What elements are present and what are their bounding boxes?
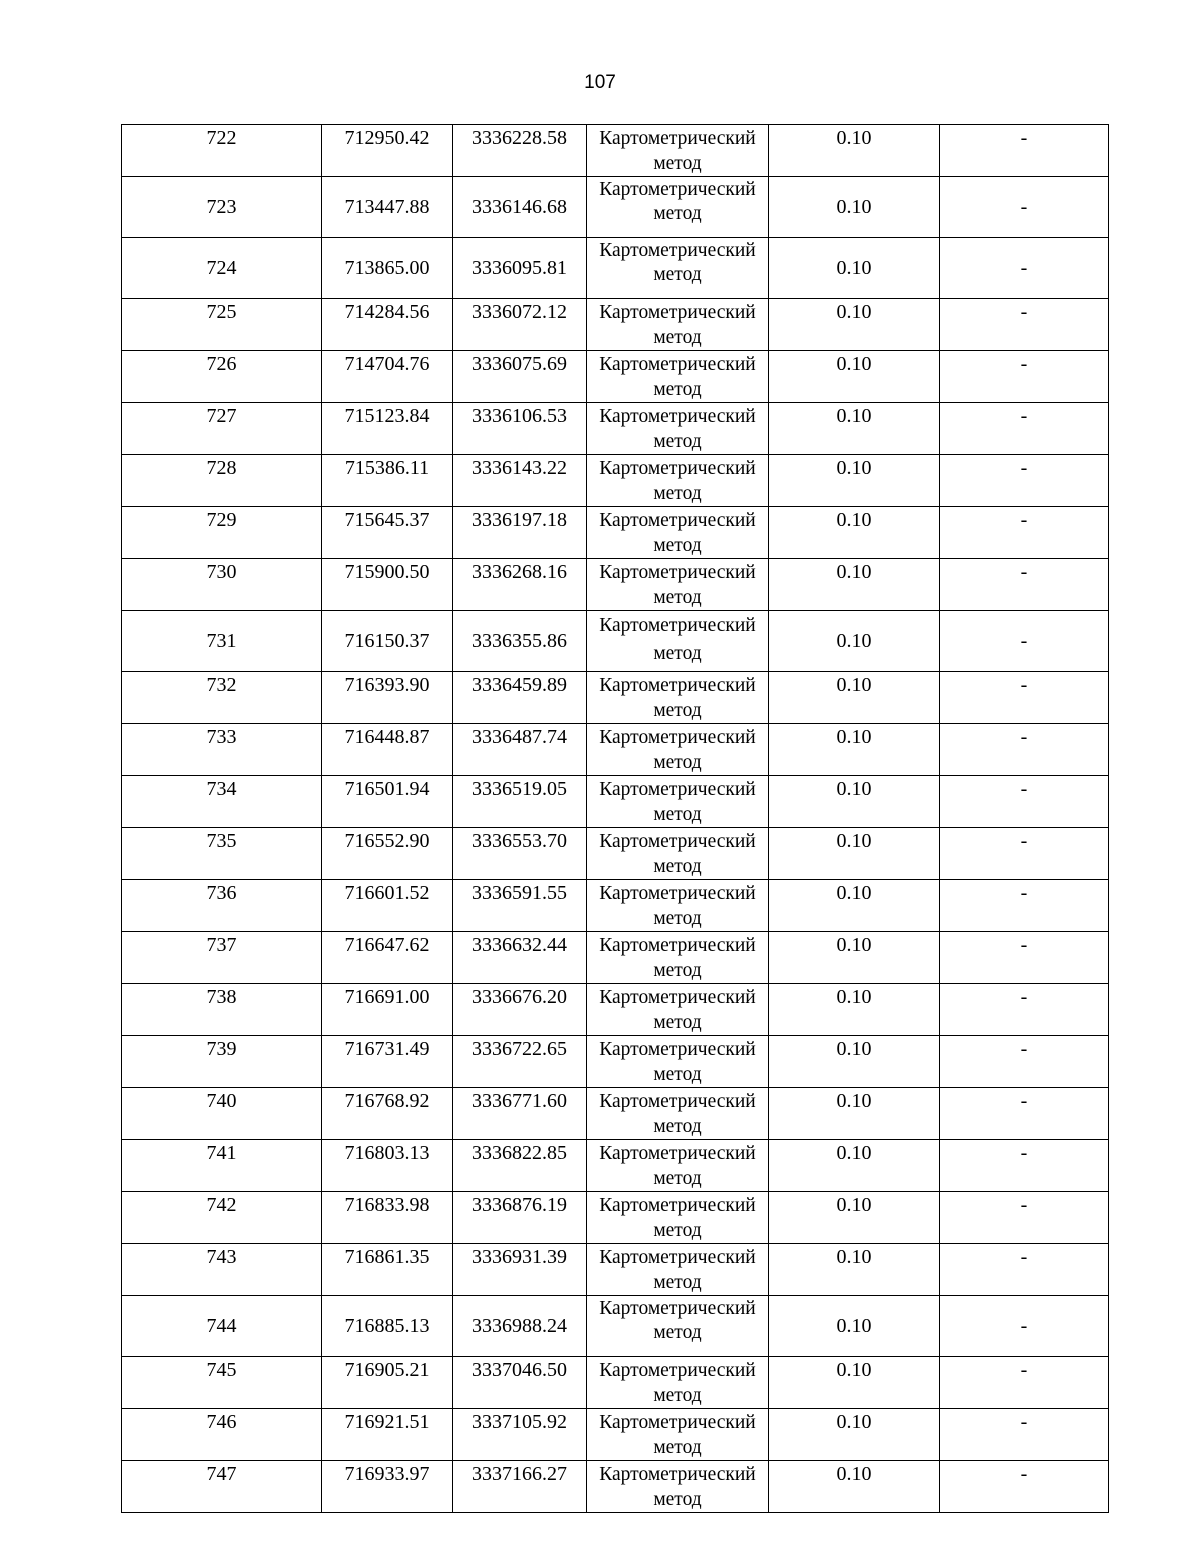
method-cell: Картометрический метод <box>587 1244 769 1296</box>
x-coordinate-cell: 715386.11 <box>322 455 453 507</box>
x-coordinate-cell: 713865.00 <box>322 238 453 299</box>
table-row <box>122 455 1109 507</box>
accuracy-cell: 0.10 <box>769 1461 940 1513</box>
method-cell: Картометрический метод <box>587 1357 769 1409</box>
x-coordinate-cell: 716150.37 <box>322 611 453 672</box>
table-row <box>122 724 1109 776</box>
accuracy-cell: 0.10 <box>769 1357 940 1409</box>
point-number-cell: 733 <box>122 724 322 776</box>
accuracy-cell: 0.10 <box>769 177 940 238</box>
note-cell: - <box>940 724 1109 776</box>
note-cell: - <box>940 1192 1109 1244</box>
y-coordinate-cell: 3336197.18 <box>453 507 587 559</box>
method-cell: Картометрический метод <box>587 984 769 1036</box>
method-cell: Картометрический метод <box>587 1088 769 1140</box>
y-coordinate-cell: 3337166.27 <box>453 1461 587 1513</box>
point-number-cell: 744 <box>122 1296 322 1357</box>
y-coordinate-cell: 3336722.65 <box>453 1036 587 1088</box>
x-coordinate-cell: 715123.84 <box>322 403 453 455</box>
accuracy-cell: 0.10 <box>769 1244 940 1296</box>
table-row <box>122 828 1109 880</box>
table-row <box>122 1140 1109 1192</box>
table-row <box>122 403 1109 455</box>
note-cell: - <box>940 299 1109 351</box>
y-coordinate-cell: 3336075.69 <box>453 351 587 403</box>
method-cell: Картометрический метод <box>587 403 769 455</box>
note-cell: - <box>940 1296 1109 1357</box>
accuracy-cell: 0.10 <box>769 880 940 932</box>
x-coordinate-cell: 716448.87 <box>322 724 453 776</box>
accuracy-cell: 0.10 <box>769 724 940 776</box>
table-row <box>122 1409 1109 1461</box>
table-row <box>122 177 1109 238</box>
x-coordinate-cell: 715645.37 <box>322 507 453 559</box>
note-cell: - <box>940 351 1109 403</box>
point-number-cell: 724 <box>122 238 322 299</box>
accuracy-cell: 0.10 <box>769 776 940 828</box>
note-cell: - <box>940 932 1109 984</box>
accuracy-cell: 0.10 <box>769 1296 940 1357</box>
method-cell: Картометрический метод <box>587 1409 769 1461</box>
point-number-cell: 729 <box>122 507 322 559</box>
note-cell: - <box>940 559 1109 611</box>
point-number-cell: 732 <box>122 672 322 724</box>
accuracy-cell: 0.10 <box>769 559 940 611</box>
method-cell: Картометрический метод <box>587 455 769 507</box>
point-number-cell: 743 <box>122 1244 322 1296</box>
accuracy-cell: 0.10 <box>769 828 940 880</box>
point-number-cell: 741 <box>122 1140 322 1192</box>
accuracy-cell: 0.10 <box>769 1088 940 1140</box>
method-cell: Картометрический метод <box>587 1140 769 1192</box>
note-cell: - <box>940 177 1109 238</box>
table-row <box>122 507 1109 559</box>
x-coordinate-cell: 716861.35 <box>322 1244 453 1296</box>
point-number-cell: 737 <box>122 932 322 984</box>
point-number-cell: 730 <box>122 559 322 611</box>
table-row <box>122 776 1109 828</box>
table-row <box>122 1357 1109 1409</box>
y-coordinate-cell: 3336228.58 <box>453 125 587 177</box>
method-cell: Картометрический метод <box>587 672 769 724</box>
y-coordinate-cell: 3336487.74 <box>453 724 587 776</box>
x-coordinate-cell: 716501.94 <box>322 776 453 828</box>
table-row <box>122 1192 1109 1244</box>
point-number-cell: 738 <box>122 984 322 1036</box>
point-number-cell: 725 <box>122 299 322 351</box>
y-coordinate-cell: 3336591.55 <box>453 880 587 932</box>
y-coordinate-cell: 3337046.50 <box>453 1357 587 1409</box>
table-row <box>122 984 1109 1036</box>
note-cell: - <box>940 125 1109 177</box>
x-coordinate-cell: 716768.92 <box>322 1088 453 1140</box>
x-coordinate-cell: 714704.76 <box>322 351 453 403</box>
x-coordinate-cell: 716647.62 <box>322 932 453 984</box>
note-cell: - <box>940 1140 1109 1192</box>
note-cell: - <box>940 1357 1109 1409</box>
x-coordinate-cell: 716885.13 <box>322 1296 453 1357</box>
note-cell: - <box>940 880 1109 932</box>
y-coordinate-cell: 3336771.60 <box>453 1088 587 1140</box>
y-coordinate-cell: 3336988.24 <box>453 1296 587 1357</box>
table-row <box>122 1296 1109 1357</box>
accuracy-cell: 0.10 <box>769 455 940 507</box>
note-cell: - <box>940 672 1109 724</box>
method-cell: Картометрический метод <box>587 1192 769 1244</box>
note-cell: - <box>940 611 1109 672</box>
page-number: 107 <box>584 72 616 93</box>
note-cell: - <box>940 455 1109 507</box>
method-cell: Картометрический метод <box>587 177 769 238</box>
y-coordinate-cell: 3336676.20 <box>453 984 587 1036</box>
table-row <box>122 238 1109 299</box>
note-cell: - <box>940 238 1109 299</box>
x-coordinate-cell: 716552.90 <box>322 828 453 880</box>
x-coordinate-cell: 714284.56 <box>322 299 453 351</box>
point-number-cell: 726 <box>122 351 322 403</box>
y-coordinate-cell: 3336146.68 <box>453 177 587 238</box>
table-row <box>122 125 1109 177</box>
x-coordinate-cell: 716905.21 <box>322 1357 453 1409</box>
accuracy-cell: 0.10 <box>769 125 940 177</box>
y-coordinate-cell: 3336143.22 <box>453 455 587 507</box>
table-body <box>122 125 1109 1513</box>
method-cell: Картометрический метод <box>587 238 769 299</box>
y-coordinate-cell: 3336822.85 <box>453 1140 587 1192</box>
x-coordinate-cell: 716933.97 <box>322 1461 453 1513</box>
table-row <box>122 672 1109 724</box>
method-cell: Картометрический метод <box>587 559 769 611</box>
note-cell: - <box>940 403 1109 455</box>
y-coordinate-cell: 3336519.05 <box>453 776 587 828</box>
point-number-cell: 735 <box>122 828 322 880</box>
table-row <box>122 1036 1109 1088</box>
x-coordinate-cell: 716731.49 <box>322 1036 453 1088</box>
point-number-cell: 747 <box>122 1461 322 1513</box>
x-coordinate-cell: 716601.52 <box>322 880 453 932</box>
accuracy-cell: 0.10 <box>769 611 940 672</box>
point-number-cell: 739 <box>122 1036 322 1088</box>
method-cell: Картометрический метод <box>587 507 769 559</box>
note-cell: - <box>940 507 1109 559</box>
accuracy-cell: 0.10 <box>769 351 940 403</box>
point-number-cell: 736 <box>122 880 322 932</box>
method-cell: Картометрический метод <box>587 351 769 403</box>
table-row <box>122 1088 1109 1140</box>
accuracy-cell: 0.10 <box>769 299 940 351</box>
y-coordinate-cell: 3336355.86 <box>453 611 587 672</box>
note-cell: - <box>940 1461 1109 1513</box>
accuracy-cell: 0.10 <box>769 1140 940 1192</box>
point-number-cell: 727 <box>122 403 322 455</box>
note-cell: - <box>940 828 1109 880</box>
note-cell: - <box>940 1036 1109 1088</box>
accuracy-cell: 0.10 <box>769 238 940 299</box>
y-coordinate-cell: 3336459.89 <box>453 672 587 724</box>
accuracy-cell: 0.10 <box>769 672 940 724</box>
table-row <box>122 1244 1109 1296</box>
accuracy-cell: 0.10 <box>769 1192 940 1244</box>
method-cell: Картометрический метод <box>587 828 769 880</box>
table-row <box>122 559 1109 611</box>
table-row <box>122 299 1109 351</box>
accuracy-cell: 0.10 <box>769 1036 940 1088</box>
point-number-cell: 722 <box>122 125 322 177</box>
method-cell: Картометрический метод <box>587 880 769 932</box>
table-row <box>122 611 1109 672</box>
x-coordinate-cell: 715900.50 <box>322 559 453 611</box>
y-coordinate-cell: 3337105.92 <box>453 1409 587 1461</box>
point-number-cell: 740 <box>122 1088 322 1140</box>
accuracy-cell: 0.10 <box>769 1409 940 1461</box>
point-number-cell: 731 <box>122 611 322 672</box>
point-number-cell: 728 <box>122 455 322 507</box>
method-cell: Картометрический метод <box>587 299 769 351</box>
x-coordinate-cell: 716393.90 <box>322 672 453 724</box>
y-coordinate-cell: 3336931.39 <box>453 1244 587 1296</box>
y-coordinate-cell: 3336876.19 <box>453 1192 587 1244</box>
point-number-cell: 745 <box>122 1357 322 1409</box>
point-number-cell: 723 <box>122 177 322 238</box>
y-coordinate-cell: 3336095.81 <box>453 238 587 299</box>
accuracy-cell: 0.10 <box>769 984 940 1036</box>
x-coordinate-cell: 716833.98 <box>322 1192 453 1244</box>
method-cell: Картометрический метод <box>587 932 769 984</box>
method-cell: Картометрический метод <box>587 611 769 672</box>
method-cell: Картометрический метод <box>587 776 769 828</box>
x-coordinate-cell: 713447.88 <box>322 177 453 238</box>
x-coordinate-cell: 716921.51 <box>322 1409 453 1461</box>
accuracy-cell: 0.10 <box>769 932 940 984</box>
y-coordinate-cell: 3336072.12 <box>453 299 587 351</box>
method-cell: Картометрический метод <box>587 1461 769 1513</box>
method-cell: Картометрический метод <box>587 724 769 776</box>
x-coordinate-cell: 716803.13 <box>322 1140 453 1192</box>
x-coordinate-cell: 716691.00 <box>322 984 453 1036</box>
table-row <box>122 351 1109 403</box>
coordinates-table <box>121 124 1109 1513</box>
accuracy-cell: 0.10 <box>769 403 940 455</box>
accuracy-cell: 0.10 <box>769 507 940 559</box>
note-cell: - <box>940 1088 1109 1140</box>
y-coordinate-cell: 3336106.53 <box>453 403 587 455</box>
note-cell: - <box>940 1409 1109 1461</box>
y-coordinate-cell: 3336268.16 <box>453 559 587 611</box>
point-number-cell: 746 <box>122 1409 322 1461</box>
method-cell: Картометрический метод <box>587 1036 769 1088</box>
method-cell: Картометрический метод <box>587 125 769 177</box>
table-row <box>122 880 1109 932</box>
point-number-cell: 734 <box>122 776 322 828</box>
point-number-cell: 742 <box>122 1192 322 1244</box>
note-cell: - <box>940 1244 1109 1296</box>
method-cell: Картометрический метод <box>587 1296 769 1357</box>
x-coordinate-cell: 712950.42 <box>322 125 453 177</box>
note-cell: - <box>940 776 1109 828</box>
table-row <box>122 932 1109 984</box>
y-coordinate-cell: 3336632.44 <box>453 932 587 984</box>
table-row <box>122 1461 1109 1513</box>
note-cell: - <box>940 984 1109 1036</box>
y-coordinate-cell: 3336553.70 <box>453 828 587 880</box>
